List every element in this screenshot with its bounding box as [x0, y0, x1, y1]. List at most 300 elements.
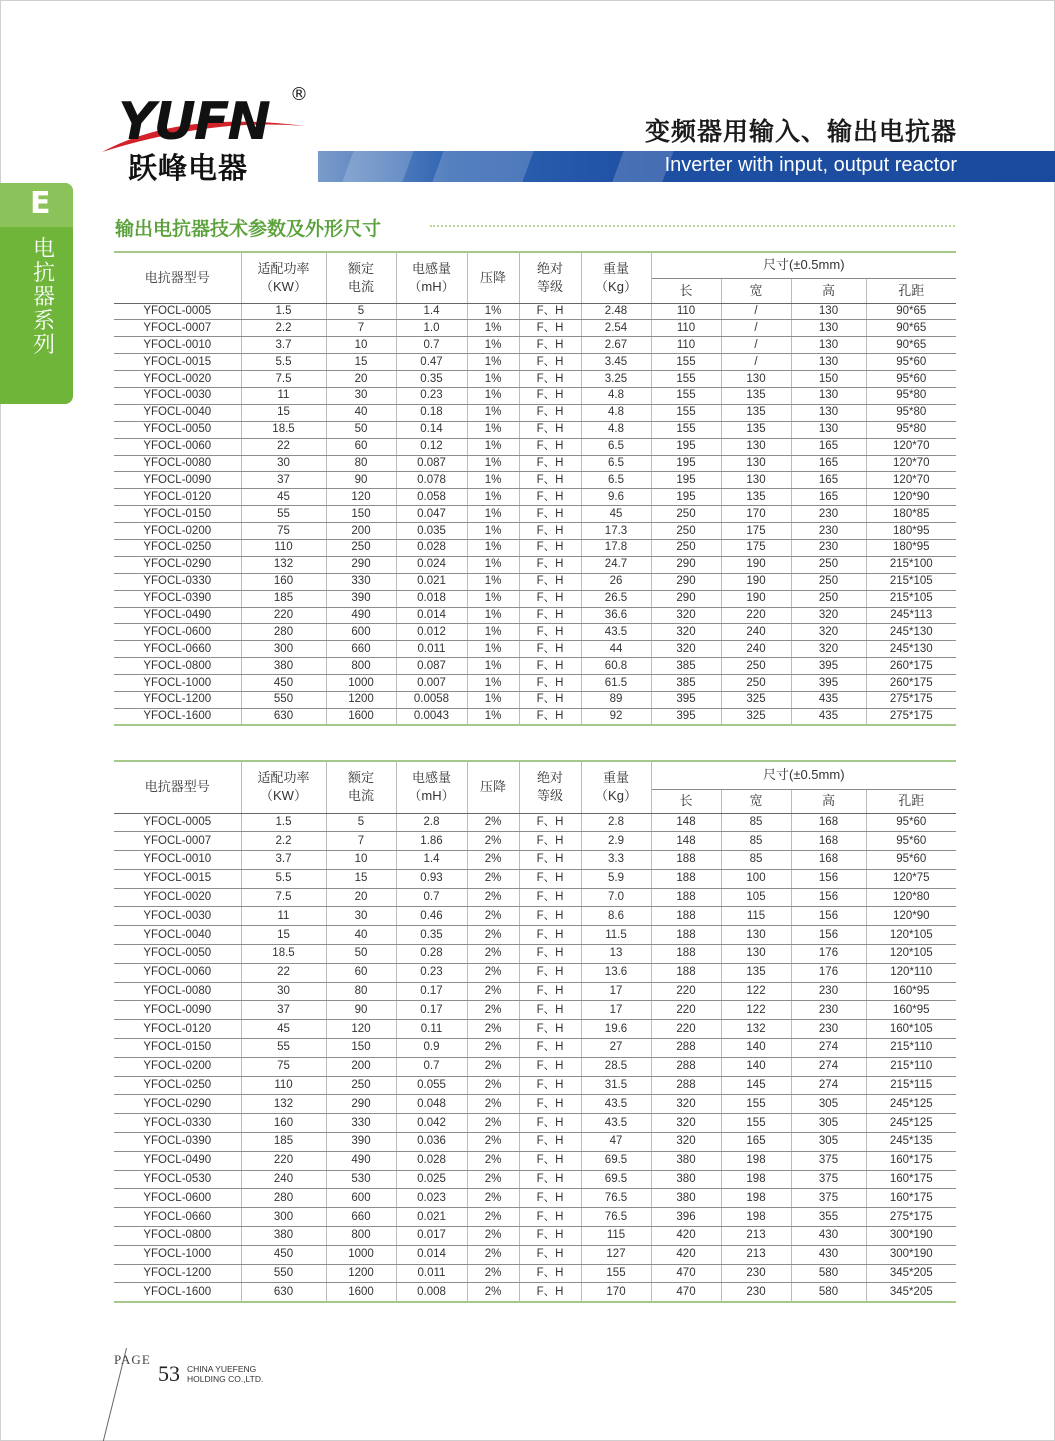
- cell-model: YFOCL-0080: [114, 455, 241, 472]
- cell-power: 550: [241, 691, 326, 708]
- table-row: [114, 1245, 956, 1264]
- cell-weight: 5.9: [581, 869, 651, 888]
- cell-width: /: [721, 354, 791, 371]
- cell-insulation: F、H: [519, 1208, 581, 1227]
- cell-width: 115: [721, 907, 791, 926]
- cell-height: 156: [791, 869, 866, 888]
- cell-height: 168: [791, 832, 866, 851]
- cell-weight: 69.5: [581, 1151, 651, 1170]
- header-weight: 重量 （Kg）: [581, 761, 651, 813]
- spec-table-2pct-body: [114, 813, 956, 1302]
- cell-current: 250: [326, 1076, 396, 1095]
- cell-drop: 1%: [467, 607, 519, 624]
- cell-hole-spacing: 260*175: [866, 675, 956, 692]
- cell-hole-spacing: 245*125: [866, 1114, 956, 1133]
- cell-current: 290: [326, 1095, 396, 1114]
- cell-height: 435: [791, 691, 866, 708]
- cell-hole-spacing: 90*65: [866, 320, 956, 337]
- cell-inductance: 0.93: [396, 869, 467, 888]
- cell-height: 395: [791, 675, 866, 692]
- cell-height: 375: [791, 1170, 866, 1189]
- cell-current: 490: [326, 1151, 396, 1170]
- header-width: 宽: [721, 789, 791, 813]
- cell-insulation: F、H: [519, 1001, 581, 1020]
- cell-drop: 1%: [467, 506, 519, 523]
- cell-inductance: 0.078: [396, 472, 467, 489]
- cell-width: 198: [721, 1170, 791, 1189]
- cell-power: 220: [241, 607, 326, 624]
- cell-drop: 2%: [467, 888, 519, 907]
- cell-drop: 2%: [467, 869, 519, 888]
- registered-mark: ®: [290, 84, 308, 105]
- cell-power: 18.5: [241, 421, 326, 438]
- cell-model: YFOCL-0060: [114, 438, 241, 455]
- cell-insulation: F、H: [519, 354, 581, 371]
- cell-width: 325: [721, 708, 791, 725]
- cell-weight: 19.6: [581, 1020, 651, 1039]
- cell-drop: 2%: [467, 1189, 519, 1208]
- cell-hole-spacing: 120*105: [866, 945, 956, 964]
- cell-hole-spacing: 95*60: [866, 813, 956, 832]
- cell-drop: 2%: [467, 963, 519, 982]
- cell-height: 274: [791, 1057, 866, 1076]
- cell-weight: 43.5: [581, 1114, 651, 1133]
- cell-width: 325: [721, 691, 791, 708]
- header-current: 额定 电流: [326, 761, 396, 813]
- cell-height: 156: [791, 926, 866, 945]
- table-row: [114, 404, 956, 421]
- cell-width: 170: [721, 506, 791, 523]
- cell-current: 660: [326, 1208, 396, 1227]
- cell-weight: 43.5: [581, 1095, 651, 1114]
- cell-inductance: 0.0043: [396, 708, 467, 725]
- cell-inductance: 0.017: [396, 1227, 467, 1246]
- cell-width: 135: [721, 404, 791, 421]
- cell-model: YFOCL-0007: [114, 320, 241, 337]
- cell-power: 37: [241, 1001, 326, 1020]
- cell-length: 380: [651, 1189, 721, 1208]
- cell-length: 320: [651, 607, 721, 624]
- cell-width: 155: [721, 1095, 791, 1114]
- cell-length: 288: [651, 1057, 721, 1076]
- cell-current: 15: [326, 354, 396, 371]
- cell-power: 110: [241, 1076, 326, 1095]
- cell-model: YFOCL-0600: [114, 624, 241, 641]
- cell-drop: 1%: [467, 658, 519, 675]
- cell-hole-spacing: 260*175: [866, 658, 956, 675]
- cell-inductance: 0.7: [396, 337, 467, 354]
- cell-current: 1000: [326, 675, 396, 692]
- cell-model: YFOCL-0150: [114, 506, 241, 523]
- cell-model: YFOCL-1200: [114, 691, 241, 708]
- table-row: [114, 354, 956, 371]
- cell-inductance: 0.025: [396, 1170, 467, 1189]
- cell-inductance: 0.23: [396, 387, 467, 404]
- page-title-cn: 变频器用输入、输出电抗器: [644, 117, 957, 146]
- cell-current: 200: [326, 523, 396, 540]
- cell-length: 288: [651, 1039, 721, 1058]
- cell-inductance: 1.0: [396, 320, 467, 337]
- cell-model: YFOCL-0010: [114, 851, 241, 870]
- cell-width: 105: [721, 888, 791, 907]
- cell-insulation: F、H: [519, 945, 581, 964]
- cell-hole-spacing: 120*70: [866, 438, 956, 455]
- cell-power: 15: [241, 926, 326, 945]
- cell-insulation: F、H: [519, 607, 581, 624]
- cell-height: 230: [791, 506, 866, 523]
- page-label: PAGE: [114, 1352, 151, 1367]
- cell-current: 5: [326, 813, 396, 832]
- cell-width: 198: [721, 1189, 791, 1208]
- cell-height: 130: [791, 421, 866, 438]
- cell-weight: 6.5: [581, 438, 651, 455]
- cell-current: 60: [326, 963, 396, 982]
- cell-hole-spacing: 160*175: [866, 1151, 956, 1170]
- section-title: 输出电抗器技术参数及外形尺寸: [115, 218, 382, 240]
- cell-inductance: 0.048: [396, 1095, 467, 1114]
- cell-hole-spacing: 245*130: [866, 641, 956, 658]
- cell-current: 15: [326, 869, 396, 888]
- cell-current: 50: [326, 421, 396, 438]
- cell-model: YFOCL-0015: [114, 869, 241, 888]
- cell-model: YFOCL-0020: [114, 371, 241, 388]
- cell-weight: 45: [581, 506, 651, 523]
- table-row: [114, 387, 956, 404]
- cell-model: YFOCL-0600: [114, 1189, 241, 1208]
- cell-drop: 1%: [467, 455, 519, 472]
- cell-insulation: F、H: [519, 1095, 581, 1114]
- table-row: [114, 851, 956, 870]
- cell-hole-spacing: 120*90: [866, 907, 956, 926]
- cell-weight: 31.5: [581, 1076, 651, 1095]
- company-name: CHINA YUEFENG HOLDING CO.,LTD.: [187, 1364, 264, 1384]
- cell-length: 110: [651, 303, 721, 320]
- cell-length: 250: [651, 539, 721, 556]
- cell-drop: 2%: [467, 1227, 519, 1246]
- cell-power: 30: [241, 982, 326, 1001]
- cell-model: YFOCL-0090: [114, 472, 241, 489]
- cell-drop: 1%: [467, 675, 519, 692]
- cell-insulation: F、H: [519, 506, 581, 523]
- cell-model: YFOCL-0660: [114, 641, 241, 658]
- cell-height: 274: [791, 1039, 866, 1058]
- cell-hole-spacing: 345*205: [866, 1283, 956, 1302]
- cell-hole-spacing: 180*95: [866, 539, 956, 556]
- cell-drop: 1%: [467, 303, 519, 320]
- cell-length: 320: [651, 1133, 721, 1152]
- cell-insulation: F、H: [519, 708, 581, 725]
- cell-drop: 2%: [467, 1057, 519, 1076]
- cell-power: 450: [241, 1245, 326, 1264]
- cell-hole-spacing: 215*110: [866, 1039, 956, 1058]
- cell-model: YFOCL-0050: [114, 421, 241, 438]
- cell-weight: 43.5: [581, 624, 651, 641]
- cell-current: 800: [326, 1227, 396, 1246]
- cell-inductance: 0.023: [396, 1189, 467, 1208]
- cell-drop: 1%: [467, 337, 519, 354]
- cell-power: 550: [241, 1264, 326, 1283]
- cell-length: 380: [651, 1151, 721, 1170]
- cell-width: 175: [721, 523, 791, 540]
- table-row: [114, 1151, 956, 1170]
- cell-model: YFOCL-0090: [114, 1001, 241, 1020]
- table-row: [114, 1227, 956, 1246]
- cell-inductance: 0.014: [396, 1245, 467, 1264]
- cell-model: YFOCL-0530: [114, 1170, 241, 1189]
- cell-height: 375: [791, 1189, 866, 1208]
- cell-power: 240: [241, 1170, 326, 1189]
- header-size: 尺寸(±0.5mm): [651, 252, 956, 278]
- cell-current: 1000: [326, 1245, 396, 1264]
- cell-height: 305: [791, 1095, 866, 1114]
- cell-current: 5: [326, 303, 396, 320]
- cell-power: 110: [241, 539, 326, 556]
- cell-drop: 2%: [467, 813, 519, 832]
- cell-drop: 1%: [467, 641, 519, 658]
- cell-drop: 1%: [467, 387, 519, 404]
- cell-hole-spacing: 95*60: [866, 354, 956, 371]
- cell-insulation: F、H: [519, 1076, 581, 1095]
- cell-insulation: F、H: [519, 539, 581, 556]
- cell-power: 22: [241, 963, 326, 982]
- spec-table-2pct: [114, 760, 956, 1303]
- cell-length: 195: [651, 438, 721, 455]
- cell-current: 1600: [326, 708, 396, 725]
- cell-weight: 115: [581, 1227, 651, 1246]
- cell-width: /: [721, 337, 791, 354]
- cell-hole-spacing: 120*70: [866, 472, 956, 489]
- cell-drop: 1%: [467, 539, 519, 556]
- cell-insulation: F、H: [519, 303, 581, 320]
- cell-length: 420: [651, 1245, 721, 1264]
- cell-inductance: 0.7: [396, 1057, 467, 1076]
- cell-length: 290: [651, 556, 721, 573]
- table-row: [114, 607, 956, 624]
- cell-power: 132: [241, 556, 326, 573]
- cell-weight: 47: [581, 1133, 651, 1152]
- cell-current: 30: [326, 907, 396, 926]
- cell-power: 2.2: [241, 832, 326, 851]
- cell-model: YFOCL-0490: [114, 1151, 241, 1170]
- cell-hole-spacing: 275*175: [866, 691, 956, 708]
- cell-drop: 2%: [467, 945, 519, 964]
- header-voltage-drop: 压降: [467, 252, 519, 303]
- cell-hole-spacing: 245*125: [866, 1095, 956, 1114]
- cell-insulation: F、H: [519, 963, 581, 982]
- cell-power: 185: [241, 590, 326, 607]
- cell-model: YFOCL-0030: [114, 907, 241, 926]
- cell-height: 355: [791, 1208, 866, 1227]
- cell-weight: 89: [581, 691, 651, 708]
- cell-height: 580: [791, 1264, 866, 1283]
- cell-model: YFOCL-0015: [114, 354, 241, 371]
- cell-weight: 76.5: [581, 1189, 651, 1208]
- cell-length: 155: [651, 404, 721, 421]
- cell-length: 320: [651, 1114, 721, 1133]
- cell-width: 250: [721, 675, 791, 692]
- cell-weight: 170: [581, 1283, 651, 1302]
- table-row: [114, 1095, 956, 1114]
- cell-current: 490: [326, 607, 396, 624]
- cell-insulation: F、H: [519, 1170, 581, 1189]
- cell-length: 320: [651, 1095, 721, 1114]
- table-row: [114, 658, 956, 675]
- cell-hole-spacing: 120*75: [866, 869, 956, 888]
- cell-model: YFOCL-0390: [114, 1133, 241, 1152]
- logo-chinese-name: 跃峰电器: [128, 151, 249, 185]
- cell-drop: 2%: [467, 982, 519, 1001]
- table-row: [114, 556, 956, 573]
- table-row: [114, 888, 956, 907]
- cell-weight: 24.7: [581, 556, 651, 573]
- cell-current: 10: [326, 337, 396, 354]
- cell-power: 380: [241, 658, 326, 675]
- cell-insulation: F、H: [519, 1264, 581, 1283]
- cell-drop: 2%: [467, 1208, 519, 1227]
- cell-model: YFOCL-0120: [114, 1020, 241, 1039]
- cell-height: 250: [791, 590, 866, 607]
- cell-drop: 1%: [467, 691, 519, 708]
- cell-height: 375: [791, 1151, 866, 1170]
- cell-height: 130: [791, 354, 866, 371]
- cell-current: 330: [326, 573, 396, 590]
- cell-weight: 2.54: [581, 320, 651, 337]
- cell-power: 300: [241, 641, 326, 658]
- page-number: 53: [158, 1361, 180, 1386]
- cell-height: 168: [791, 851, 866, 870]
- table-row: [114, 421, 956, 438]
- table-row: [114, 1283, 956, 1302]
- cell-height: 230: [791, 982, 866, 1001]
- cell-height: 130: [791, 303, 866, 320]
- table-row: [114, 963, 956, 982]
- cell-height: 165: [791, 489, 866, 506]
- cell-power: 7.5: [241, 371, 326, 388]
- brand-logo: [100, 86, 320, 186]
- cell-power: 5.5: [241, 354, 326, 371]
- header-height: 高: [791, 278, 866, 303]
- cell-inductance: 0.087: [396, 455, 467, 472]
- table-row: [114, 641, 956, 658]
- cell-width: 130: [721, 945, 791, 964]
- cell-hole-spacing: 90*65: [866, 337, 956, 354]
- cell-width: 130: [721, 371, 791, 388]
- cell-height: 130: [791, 404, 866, 421]
- cell-current: 800: [326, 658, 396, 675]
- cell-power: 3.7: [241, 851, 326, 870]
- cell-inductance: 0.18: [396, 404, 467, 421]
- header-weight: 重量 （Kg）: [581, 252, 651, 303]
- cell-length: 290: [651, 590, 721, 607]
- cell-current: 60: [326, 438, 396, 455]
- cell-width: 130: [721, 455, 791, 472]
- cell-drop: 2%: [467, 907, 519, 926]
- cell-weight: 13.6: [581, 963, 651, 982]
- cell-drop: 2%: [467, 1001, 519, 1020]
- cell-weight: 9.6: [581, 489, 651, 506]
- cell-length: 385: [651, 658, 721, 675]
- cell-current: 600: [326, 1189, 396, 1208]
- cell-length: 420: [651, 1227, 721, 1246]
- cell-hole-spacing: 245*130: [866, 624, 956, 641]
- cell-weight: 17: [581, 982, 651, 1001]
- cell-power: 18.5: [241, 945, 326, 964]
- cell-current: 390: [326, 590, 396, 607]
- table-row: [114, 1001, 956, 1020]
- cell-inductance: 0.35: [396, 926, 467, 945]
- cell-width: 230: [721, 1264, 791, 1283]
- cell-insulation: F、H: [519, 982, 581, 1001]
- table-row: [114, 472, 956, 489]
- cell-current: 120: [326, 489, 396, 506]
- cell-weight: 69.5: [581, 1170, 651, 1189]
- cell-insulation: F、H: [519, 1039, 581, 1058]
- cell-width: 140: [721, 1039, 791, 1058]
- cell-model: YFOCL-0040: [114, 926, 241, 945]
- cell-height: 250: [791, 573, 866, 590]
- cell-insulation: F、H: [519, 813, 581, 832]
- cell-current: 50: [326, 945, 396, 964]
- cell-hole-spacing: 180*85: [866, 506, 956, 523]
- cell-drop: 1%: [467, 421, 519, 438]
- cell-height: 580: [791, 1283, 866, 1302]
- cell-current: 250: [326, 539, 396, 556]
- header-height: 高: [791, 789, 866, 813]
- cell-width: 135: [721, 387, 791, 404]
- cell-power: 160: [241, 1114, 326, 1133]
- header-length: 长: [651, 278, 721, 303]
- cell-length: 188: [651, 907, 721, 926]
- cell-drop: 2%: [467, 1151, 519, 1170]
- cell-inductance: 0.46: [396, 907, 467, 926]
- cell-length: 155: [651, 354, 721, 371]
- cell-current: 1200: [326, 691, 396, 708]
- cell-model: YFOCL-0007: [114, 832, 241, 851]
- cell-insulation: F、H: [519, 590, 581, 607]
- cell-insulation: F、H: [519, 926, 581, 945]
- cell-inductance: 0.047: [396, 506, 467, 523]
- cell-drop: 1%: [467, 590, 519, 607]
- cell-power: 5.5: [241, 869, 326, 888]
- cell-insulation: F、H: [519, 907, 581, 926]
- cell-insulation: F、H: [519, 1020, 581, 1039]
- cell-length: 188: [651, 963, 721, 982]
- table-row: [114, 590, 956, 607]
- cell-power: 1.5: [241, 303, 326, 320]
- table-row: [114, 708, 956, 725]
- side-tab-text: 电抗器系列: [33, 237, 56, 358]
- cell-hole-spacing: 95*60: [866, 371, 956, 388]
- cell-insulation: F、H: [519, 641, 581, 658]
- cell-power: 30: [241, 455, 326, 472]
- header-voltage-drop: 压降: [467, 761, 519, 813]
- table-row: [114, 813, 956, 832]
- cell-power: 15: [241, 404, 326, 421]
- cell-weight: 76.5: [581, 1208, 651, 1227]
- cell-drop: 1%: [467, 438, 519, 455]
- cell-length: 188: [651, 851, 721, 870]
- header-model: 电抗器型号: [114, 252, 241, 303]
- cell-inductance: 1.4: [396, 851, 467, 870]
- cell-inductance: 0.28: [396, 945, 467, 964]
- cell-height: 176: [791, 945, 866, 964]
- cell-hole-spacing: 95*80: [866, 387, 956, 404]
- cell-model: YFOCL-0005: [114, 813, 241, 832]
- cell-width: 132: [721, 1020, 791, 1039]
- cell-height: 305: [791, 1114, 866, 1133]
- cell-current: 80: [326, 982, 396, 1001]
- table-row: [114, 1170, 956, 1189]
